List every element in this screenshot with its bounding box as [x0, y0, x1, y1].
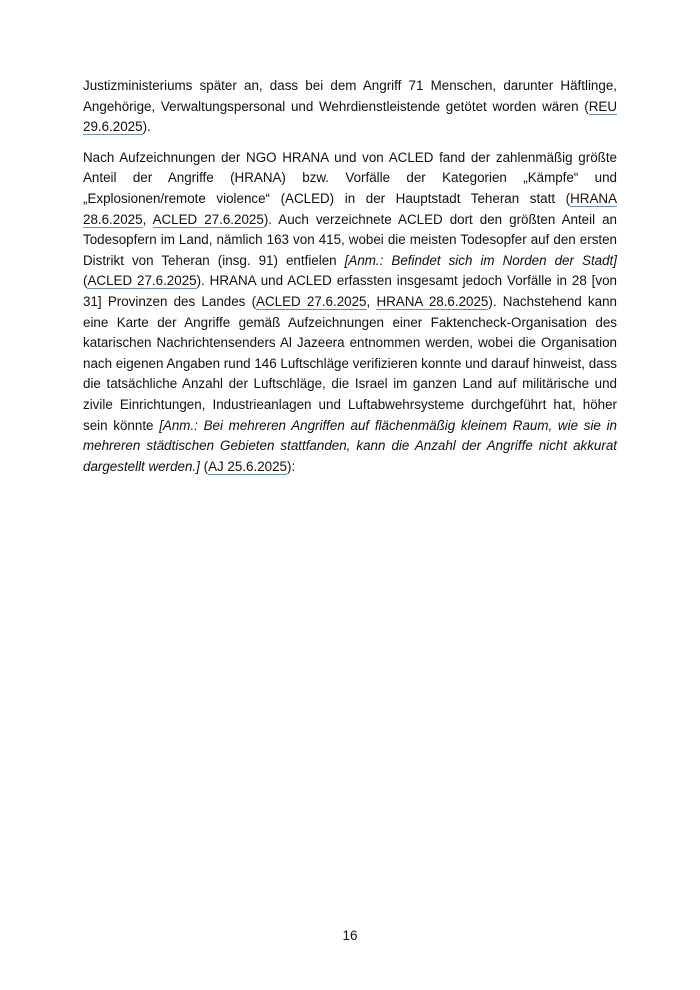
source-link-hrana[interactable]: HRANA 28.6.2025 [376, 293, 489, 309]
source-link-acled[interactable]: ACLED 27.6.2025 [152, 211, 264, 227]
paragraph-2 [83, 148, 617, 478]
source-link-reu[interactable]: REU 29.6.2025 [83, 98, 617, 135]
text-segment: ). Auch verzeichnete ACLED dort den größten Anteil an Todesopfern im Land, nämlich 163 von 415, wobei die meisten Todesopfer auf den ersten Distrikt von Teheran (insg. 91) entfielen [83, 211, 617, 268]
text-segment: ). HRANA und ACLED erfassten insgesamt jedoch Vorfälle in 28 [von 31] Provinzen des Landes ( [83, 273, 617, 309]
text-segment: , [142, 211, 153, 227]
text-segment: ). Nachstehend kann eine Karte der Angriffe gemäß Aufzeichnungen einer Faktencheck-Organisation des katarischen Nachrichtensenders Al Jazeera entnommen werden, wobei die Organisation nach eigenen Angaben rund 146 Luftschläge verifizieren konnte und darauf hinweist, dass die tatsächliche Anzahl der Luftschläge, die Israel im ganzen Land auf militärische und zivile Einrichtungen, Industrieanlagen und Luftabwehrsysteme durchgeführt hat, höher sein könnte [83, 293, 617, 433]
text-segment: ( [199, 458, 209, 474]
text-segment: ( [83, 273, 88, 289]
annotation-note: [Anm.: Befindet sich im Norden der Stadt] [344, 252, 617, 268]
text-segment: , [366, 293, 377, 309]
text-segment: Nach Aufzeichnungen der NGO HRANA und von ACLED fand der zahlenmäßig größte Anteil der Angriffe (HRANA) bzw. Vorfälle der Kategorien „Kämpfe“ und „Explosionen/remote violence“ (ACLED) in der Hauptstadt Teheran statt ( [83, 149, 617, 206]
paragraph-1 [83, 76, 617, 138]
source-link-aj[interactable]: AJ 25.6.2025 [208, 458, 287, 474]
source-link-hrana[interactable]: HRANA 28.6.2025 [83, 190, 617, 227]
annotation-note: [Anm.: Bei mehreren Angriffen auf flächenmäßig kleinem Raum, wie sie in mehreren städtischen Gebieten stattfanden, kann die Anzahl der Angriffe nicht akkurat dargestellt werden.] [83, 417, 617, 474]
source-link-acled[interactable]: ACLED 27.6.2025 [256, 293, 367, 309]
source-link-acled[interactable]: ACLED 27.6.2025 [87, 273, 197, 289]
text-segment: ). [142, 119, 151, 135]
text-segment: ): [286, 458, 296, 474]
text-segment: Justizministeriums später an, dass bei dem Angriff 71 Menschen, darunter Häftlinge, Angehörige, Verwaltungspersonal und Wehrdienstleistende getötet worden wären ( [83, 78, 617, 114]
page-number: 16 [342, 928, 358, 943]
document-body [83, 76, 617, 487]
